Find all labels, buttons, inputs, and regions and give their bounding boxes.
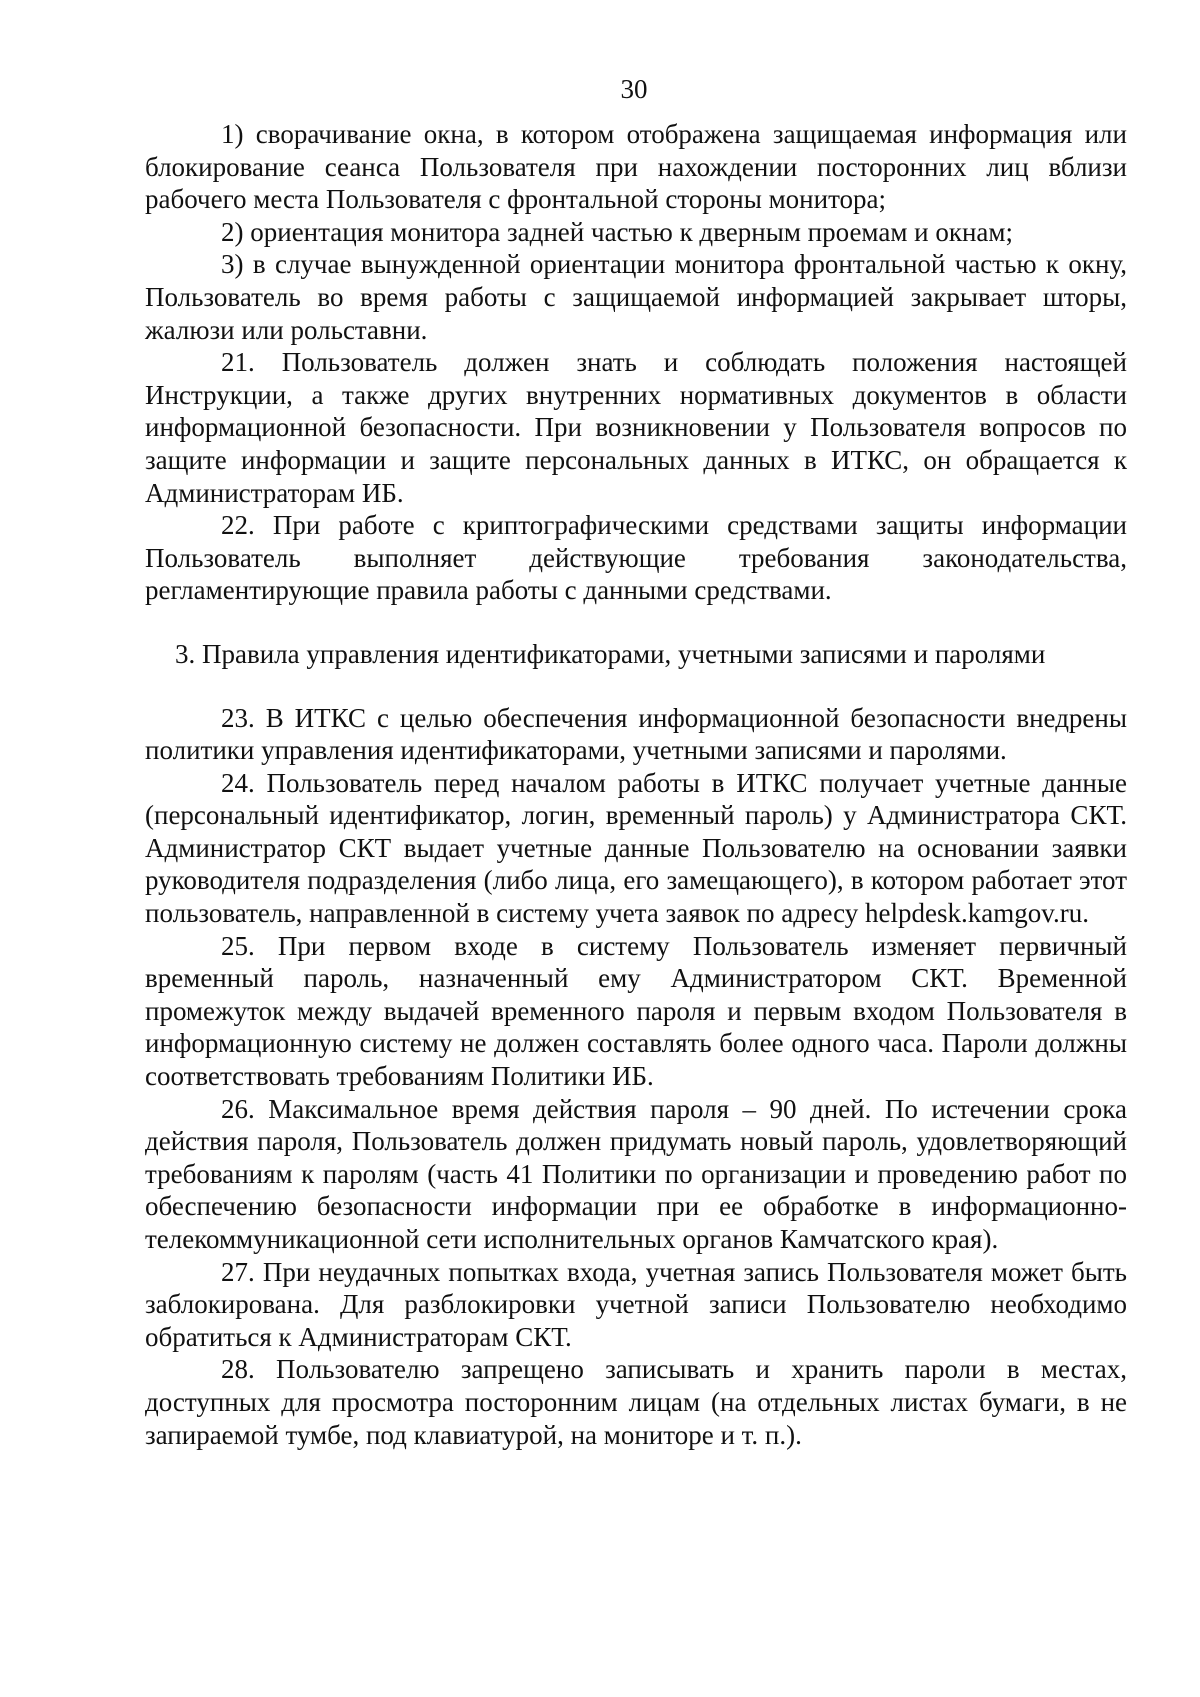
page-number: 30: [620, 74, 648, 104]
document-body: [145, 118, 1127, 1451]
paragraph-28: 28. Пользователю запрещено записывать и хранить пароли в местах, доступных для просмотра посторонним лицам (на отдельных листах бумаги, в не запираемой тумбе, под клавиатурой, на мониторе и т. п.).: [145, 1354, 1127, 1450]
paragraph-26: 26. Максимальное время действия пароля – 90 дней. По истечении срока действия пароля, Пользователь должен придумать новый пароль, удовлетворяющий требованиям к паролям (часть 41 Политики по организации и проведению работ по обеспечению безопасности информации при ее обработке в информационно-телекоммуникационной сети исполнительных органов Камчатского края).: [145, 1093, 1127, 1254]
paragraph-23: 23. В ИТКС с целью обеспечения информационной безопасности внедрены политики управления идентификаторами, учетными записями и паролями.: [145, 702, 1127, 766]
list-item-2: 2) ориентация монитора задней частью к дверным проемам и окнам;: [221, 216, 1013, 247]
list-item-3: 3) в случае вынужденной ориентации монитора фронтальной частью к окну, Пользователь во время работы с защищаемой информацией закрывает шторы, жалюзи или рольставни.: [145, 249, 1127, 345]
section-heading: 3. Правила управления идентификаторами, учетными записями и паролями: [175, 638, 1046, 669]
paragraph-21: 21. Пользователь должен знать и соблюдать положения настоящей Инструкции, а также других внутренних нормативных документов в области информационной безопасности. При возникновении у Пользователя вопросов по защите информации и защите персональных данных в ИТКС, он обращается к Администраторам ИБ.: [145, 347, 1127, 508]
paragraph-25: 25. При первом входе в систему Пользователь изменяет первичный временный пароль, назначенный ему Администратором СКТ. Временной промежуток между выдачей временного пароля и первым входом Пользователя в информационную систему не должен составлять более одного часа. Пароли должны соответствовать требованиям Политики ИБ.: [145, 930, 1127, 1092]
list-item-1: 1) сворачивание окна, в котором отображена защищаемая информация или блокирование сеанса Пользователя при нахождении посторонних лиц вблизи рабочего места Пользователя с фронтальной стороны монитора;: [145, 119, 1127, 215]
paragraph-24: 24. Пользователь перед началом работы в ИТКС получает учетные данные (персональный идентификатор, логин, временный пароль) у Администратора СКТ. Администратор СКТ выдает учетные данные Пользователю на основании заявки руководителя подразделения (либо лица, его замещающего), в котором работает этот пользователь, направленной в систему учета заявок по адресу helpdesk.kamgov.ru.: [145, 767, 1127, 929]
paragraph-22: 22. При работе с криптографическими средствами защиты информации Пользователь выполняет действующие требования законодательства, регламентирующие правила работы с данными средствами.: [145, 510, 1127, 606]
paragraph-27: 27. При неудачных попытках входа, учетная запись Пользователя может быть заблокирована. Для разблокировки учетной записи Пользователю необходимо обратиться к Администраторам СКТ.: [145, 1256, 1127, 1352]
